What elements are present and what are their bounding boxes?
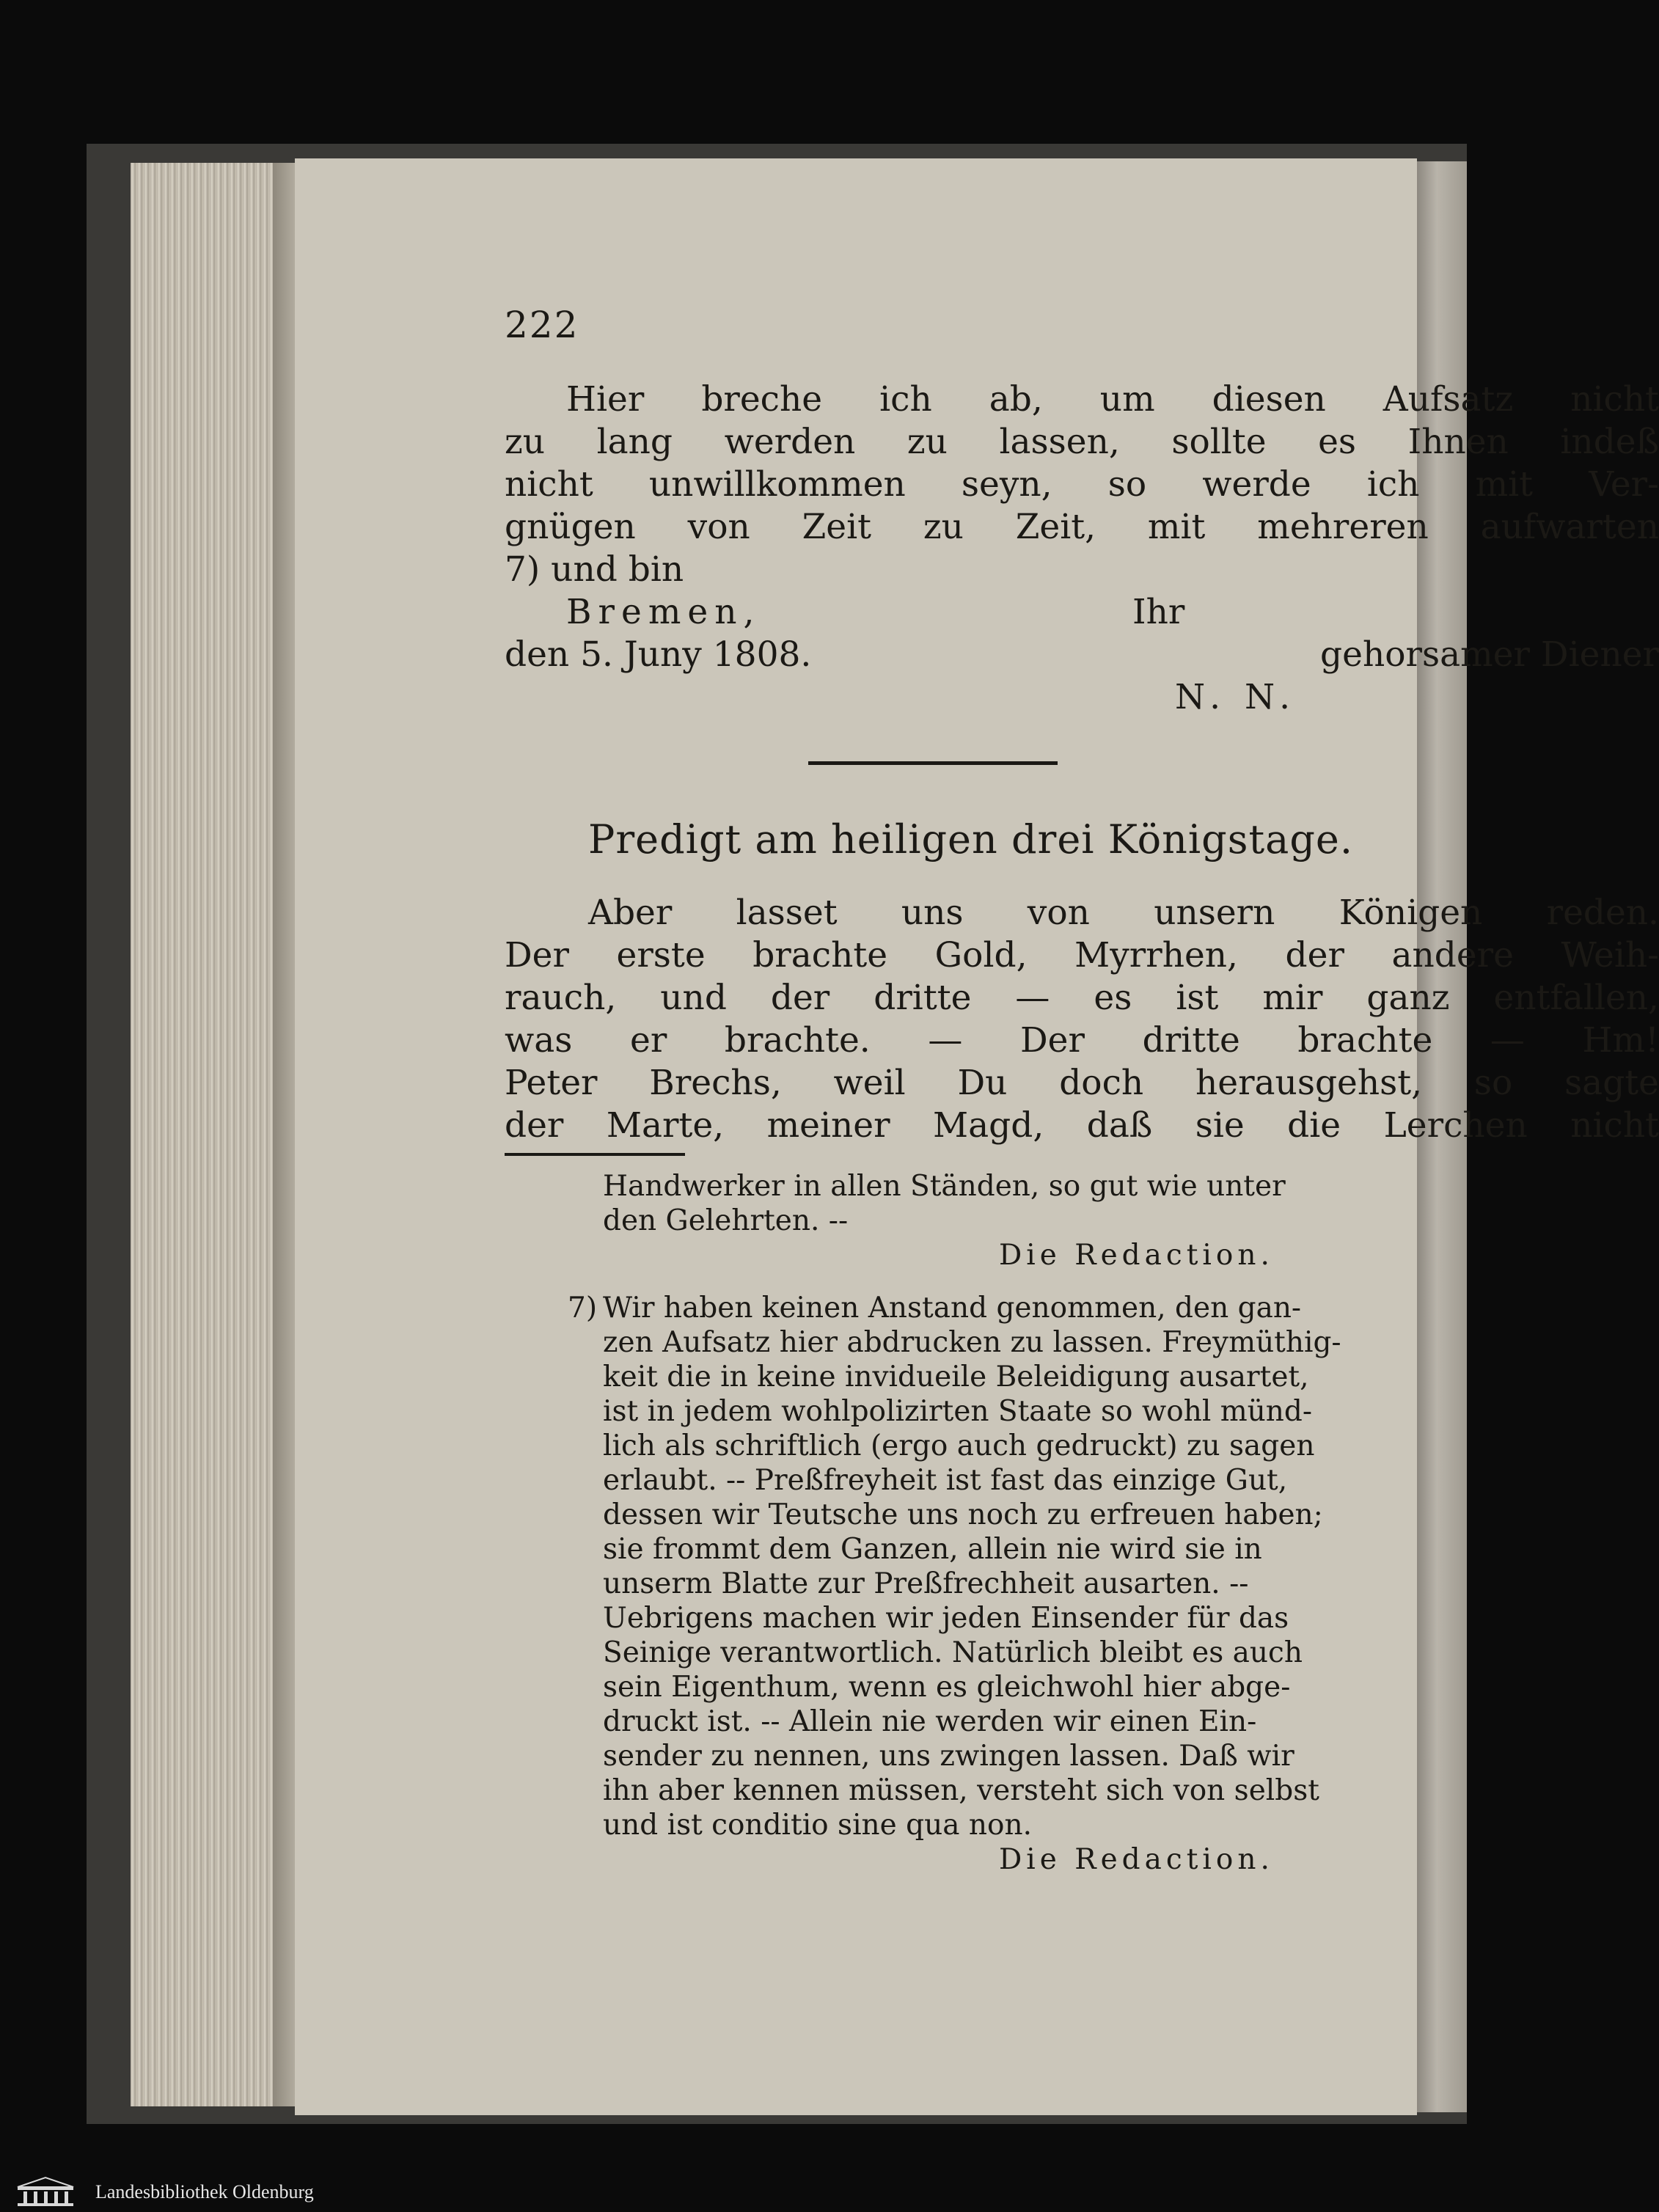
footnote-line: dessen wir Teutsche uns noch zu erfreuen haben; bbox=[603, 1498, 1323, 1531]
letter-closing: gehorsamer Diener bbox=[1320, 634, 1659, 675]
footnote-signature: Die Redaction. bbox=[999, 1843, 1274, 1876]
letter-line: nicht unwillkommen seyn, so werde ich mit Ver- bbox=[505, 464, 1659, 505]
footnote-line: Handwerker in allen Ständen, so gut wie unter bbox=[603, 1170, 1286, 1203]
letter-line: Hier breche ich ab, um diesen Aufsatz nicht bbox=[566, 379, 1659, 420]
footnote-line: Uebrigens machen wir jeden Einsender für das bbox=[603, 1602, 1289, 1635]
library-building-icon bbox=[15, 2175, 76, 2208]
footnote-line: den Gelehrten. -- bbox=[603, 1204, 849, 1237]
sermon-title: Predigt am heiligen drei Königstage. bbox=[588, 816, 1354, 863]
letter-date: den 5. Juny 1808. bbox=[505, 634, 812, 675]
footnote-line: ihn aber kennen müssen, versteht sich von selbst bbox=[603, 1774, 1319, 1807]
sermon-line: Peter Brechs, weil Du doch herausgehst, so sagte bbox=[505, 1063, 1659, 1103]
letter-signature: N. N. bbox=[1175, 677, 1297, 717]
footnote-line: erlaubt. -- Preßfreyheit ist fast das einzige Gut, bbox=[603, 1464, 1288, 1497]
page-number: 222 bbox=[505, 304, 579, 346]
sermon-line: Der erste brachte Gold, Myrrhen, der andere Weih- bbox=[505, 935, 1659, 975]
section-divider bbox=[808, 761, 1058, 765]
footnote-line: Wir haben keinen Anstand genommen, den gan- bbox=[603, 1292, 1302, 1325]
footnote-line: und ist conditio sine qua non. bbox=[603, 1809, 1032, 1842]
sermon-line: der Marte, meiner Magd, daß sie die Lerchen nicht bbox=[505, 1105, 1659, 1146]
sermon-line: was er brachte. — Der dritte brachte — Hm! bbox=[505, 1020, 1659, 1061]
page-edges bbox=[131, 163, 285, 2106]
footnote-line: sender zu nennen, uns zwingen lassen. Daß wir bbox=[603, 1740, 1294, 1773]
footnote-signature: Die Redaction. bbox=[999, 1239, 1274, 1272]
letter-line: gnügen von Zeit zu Zeit, mit mehreren aufwarten bbox=[505, 507, 1659, 547]
footnote-line: keit die in keine invidueile Beleidigung ausartet, bbox=[603, 1360, 1309, 1394]
footnote-line: zen Aufsatz hier abdrucken zu lassen. Freymüthig- bbox=[603, 1326, 1341, 1359]
letter-line: zu lang werden zu lassen, sollte es Ihnen indeß bbox=[505, 422, 1659, 462]
book-page bbox=[295, 158, 1659, 2115]
footnote-line: unserm Blatte zur Preßfrechheit ausarten. -- bbox=[603, 1567, 1249, 1600]
footnote-line: druckt ist. -- Allein nie werden wir einen Ein- bbox=[603, 1705, 1257, 1738]
letter-line: 7) und bin bbox=[505, 549, 684, 590]
footnote-line: sein Eigenthum, wenn es gleichwohl hier abge- bbox=[603, 1671, 1291, 1704]
letter-place: Bremen, bbox=[566, 592, 761, 632]
footnote-line: ist in jedem wohlpolizirten Staate so wohl münd- bbox=[603, 1395, 1313, 1428]
sermon-line: rauch, und der dritte — es ist mir ganz entfallen, bbox=[505, 978, 1659, 1018]
footnote-line: sie frommt dem Ganzen, allein nie wird sie in bbox=[603, 1533, 1262, 1566]
footnote-line: Seinige verantwortlich. Natürlich bleibt es auch bbox=[603, 1636, 1303, 1669]
footnote-rule bbox=[505, 1153, 685, 1156]
letter-salutation: Ihr bbox=[1132, 592, 1185, 632]
library-name: Landesbibliothek Oldenburg bbox=[95, 2181, 314, 2202]
footnote-line: lich als schriftlich (ergo auch gedruckt) zu sagen bbox=[603, 1429, 1315, 1462]
sermon-line: Aber lasset uns von unsern Königen reden. bbox=[588, 893, 1659, 933]
footnote-marker: 7) bbox=[568, 1292, 598, 1325]
